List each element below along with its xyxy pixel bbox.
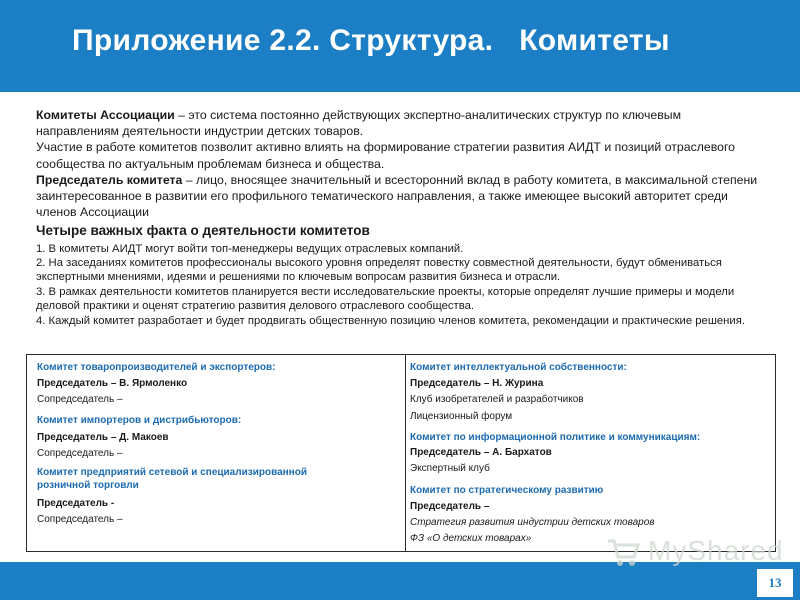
- committee-subgroup: Стратегия развития индустрии детских товаров: [410, 517, 655, 528]
- fact-item: 2. На заседаниях комитетов профессионалы высокого уровня определят повестку совместной деятельности, будут обмениваться экспертными мнениями, идеями и решениями по ключевым вопросам развития бизнеса и отрасли.: [36, 257, 722, 284]
- intro-paragraph-3: [36, 172, 766, 221]
- slide-title: Приложение 2.2. Структура. Комитеты: [72, 24, 670, 57]
- intro-paragraph-1: [36, 107, 766, 139]
- chairman-term: Председатель комитета: [36, 172, 183, 187]
- committee-cochair: Сопредседатель –: [37, 394, 123, 405]
- cart-icon: [606, 537, 642, 569]
- committee-chair: Председатель –: [410, 501, 490, 512]
- chairman-definition: – лицо, вносящее значительный и всесторонний вклад в работу комитета, в максимальной степени заинтересованное в развитии его профильного тематического направления, а также имеющее высокий авторитет среди членов Ассоциации: [36, 172, 758, 220]
- committee-name: Комитет товаропроизводителей и экспортеров:: [37, 362, 276, 373]
- committees-right-column: [406, 355, 775, 551]
- committee-subgroup: Клуб изобретателей и разработчиков: [410, 394, 584, 405]
- committee-chair: Председатель -: [37, 498, 115, 509]
- committee-name: Комитет предприятий сетевой и специализированной розничной торговли: [37, 467, 307, 491]
- fact-item: 3. В рамках деятельности комитетов планируется вести исследовательские проекты, которые определят лучшие примеры и модели деловой практики и оценят стратегию развития делового отраслевого сообщества.: [36, 285, 735, 313]
- committee-subgroup: Экспертный клуб: [410, 463, 490, 474]
- committee-name: Комитет импортеров и дистрибьюторов:: [37, 415, 242, 426]
- committees-left-column: [27, 355, 406, 551]
- intro-text: [36, 107, 766, 328]
- committee-subgroup: Лицензионный форум: [410, 411, 513, 422]
- committees-definition: – это система постоянно действующих экспертно-аналитических структур по ключевым направлениям деятельности индустрии детских товаров.: [36, 108, 682, 139]
- facts-list: [36, 242, 766, 328]
- committee-cochair: Сопредседатель –: [37, 514, 123, 525]
- committee-name: Комитет интеллектуальной собственности:: [410, 362, 627, 373]
- committee-subgroup: ФЗ «О детских товарах»: [410, 533, 532, 544]
- committee-name: Комитет по стратегическому развитию: [410, 485, 604, 496]
- intro-paragraph-2: Участие в работе комитетов позволит активно влиять на формирование стратегии развития АИДТ и позиций отраслевого сообщества по актуальным проблемам бизнеса и общества.: [36, 140, 736, 171]
- facts-heading: Четыре важных факта о деятельности комитетов: [36, 223, 370, 239]
- committee-chair: Председатель – А. Бархатов: [410, 447, 552, 458]
- committee-chair: Председатель – Д. Макоев: [37, 432, 169, 443]
- committees-table: [26, 354, 776, 552]
- committee-cochair: Сопредседатель –: [37, 448, 123, 459]
- page-number: 13: [757, 569, 793, 597]
- committees-term: Комитеты Ассоциации: [36, 108, 175, 122]
- fact-item: 4. Каждый комитет разработает и будет продвигать общественную позицию членов комитета, рекомендации и практические решения.: [36, 314, 745, 327]
- committee-name: Комитет по информационной политике и коммуникациям:: [410, 432, 701, 443]
- committee-chair: Председатель – В. Ярмоленко: [37, 378, 188, 389]
- fact-item: 1. В комитеты АИДТ могут войти топ-менеджеры ведущих отраслевых компаний.: [36, 242, 464, 255]
- committee-chair: Председатель – Н. Журина: [410, 378, 544, 389]
- watermark: [606, 533, 784, 573]
- watermark-text: MyShared: [648, 535, 784, 566]
